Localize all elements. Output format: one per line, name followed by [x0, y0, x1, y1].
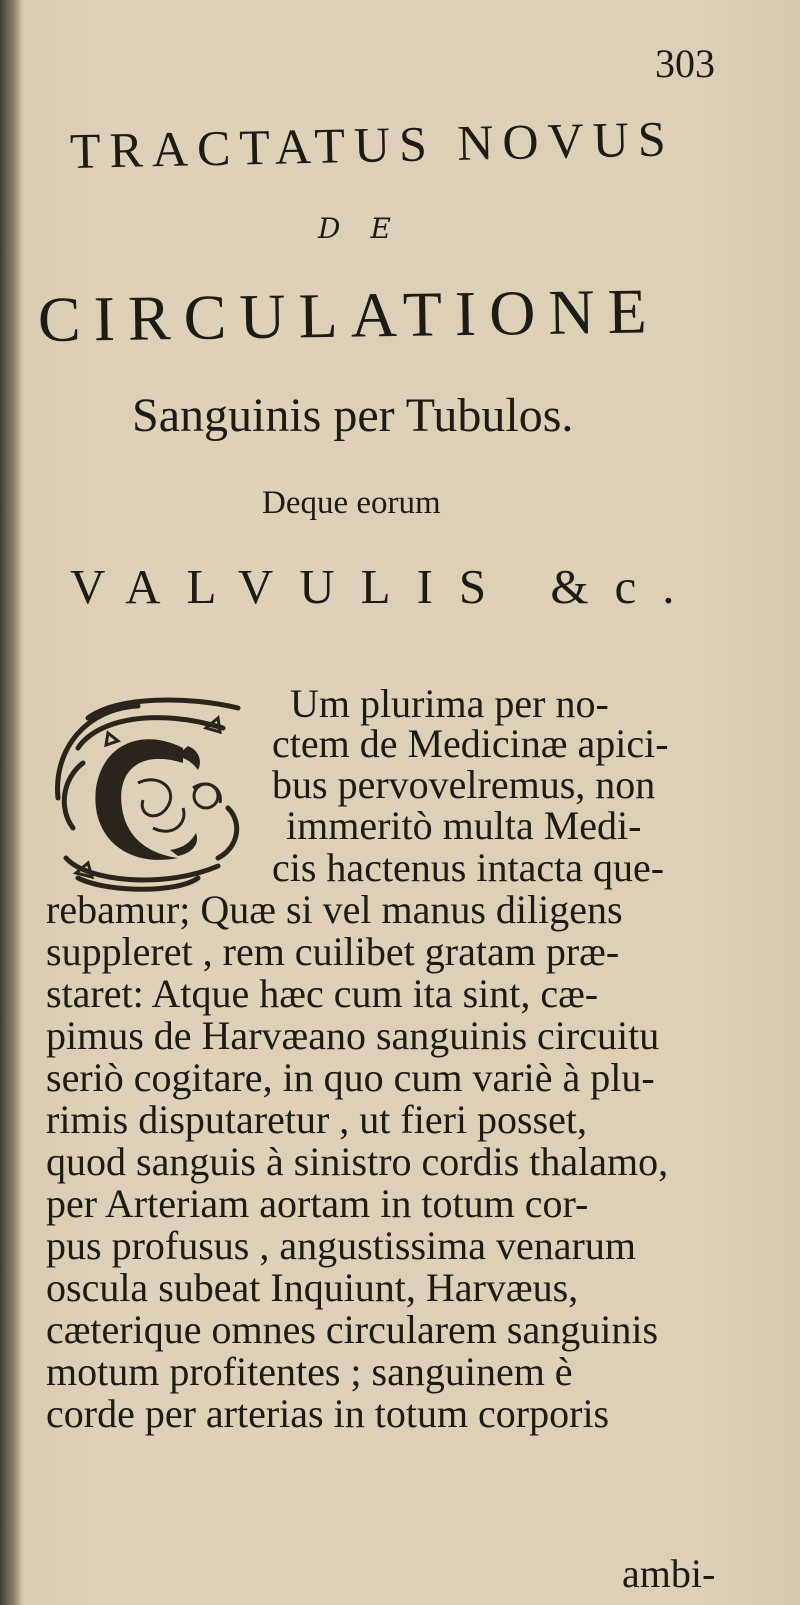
title-line-sanguinis: Sanguinis per Tubulos. [132, 389, 574, 442]
page-number: 303 [655, 41, 715, 86]
text-line: cis hactenus intacta que- [272, 845, 665, 890]
text-line: motum profitentes ; sanguinem è [46, 1349, 573, 1394]
catchword: ambi- [622, 1551, 716, 1596]
book-gutter [0, 0, 22, 1605]
text-line: pus profusus , angustissima venarum [46, 1223, 636, 1268]
title-line-valvulis: VALVULIS &c. [70, 559, 701, 614]
title-line-circulatione: CIRCULATIONE [37, 275, 661, 355]
text-line: per Arteriam aortam in totum cor- [46, 1181, 589, 1226]
text-line: staret: Atque hæc cum ita sint, cæ- [46, 971, 599, 1016]
text-line: cæterique omnes circularem sanguinis [46, 1307, 659, 1352]
title-line-de: DE [318, 212, 421, 245]
text-line: suppleret , rem cuilibet gratam præ- [46, 929, 620, 974]
text-line: rebamur; Quæ si vel manus diligens [46, 887, 623, 932]
text-line: immeritò multa Medi- [286, 803, 642, 848]
text-line: quod sanguis à sinistro cordis thalamo, [46, 1139, 669, 1184]
title-line-deque: Deque eorum [262, 485, 441, 521]
text-line: Um plurima per no- [290, 681, 609, 726]
text-line: rimis disputaretur , ut fieri posset, [46, 1097, 588, 1142]
text-line: oscula subeat Inquiunt, Harvæus, [46, 1265, 579, 1310]
text-line: bus pervovelremus, non [272, 762, 656, 807]
text-line: pimus de Harvæano sanguinis circuitu [46, 1013, 660, 1058]
title-line-tractatus: TRACTATUS NOVUS [69, 110, 676, 179]
decorated-initial-c [48, 688, 248, 896]
text-line: corde per arterias in totum corporis [46, 1391, 610, 1436]
text-line: ctem de Medicinæ apici- [272, 721, 669, 766]
text-line: seriò cogitare, in quo cum variè à plu- [46, 1055, 655, 1100]
